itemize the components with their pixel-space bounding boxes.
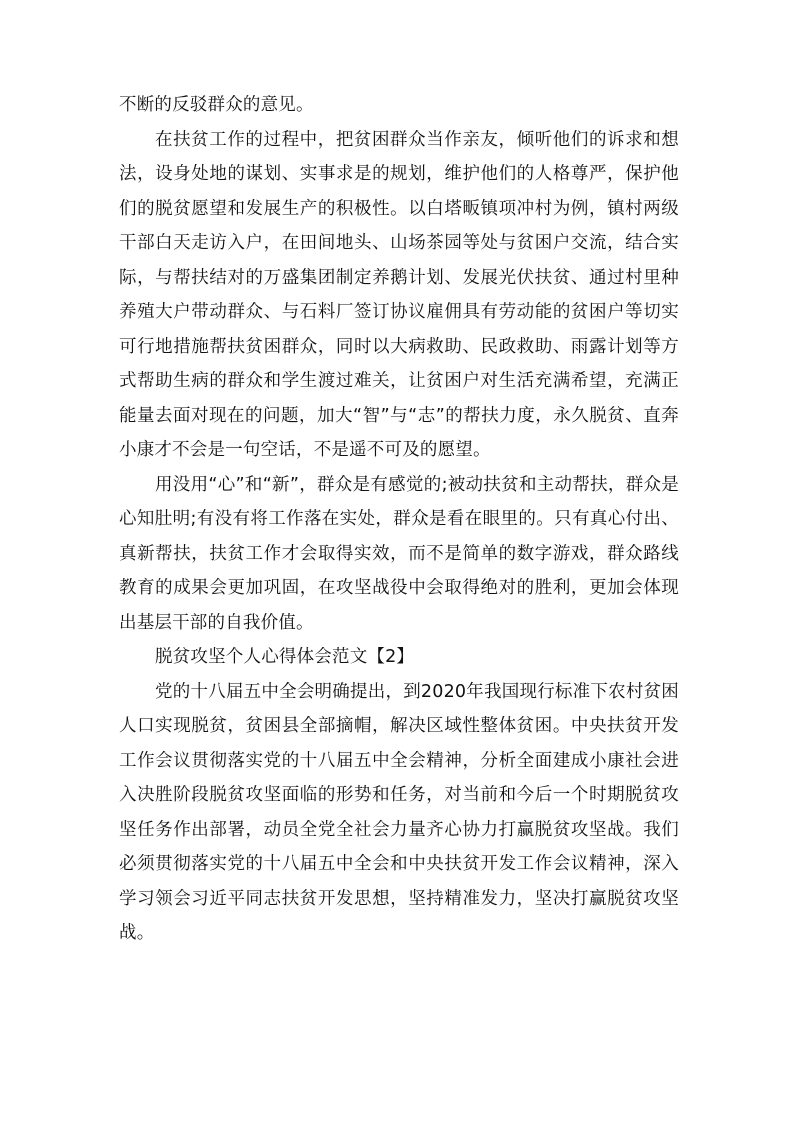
paragraph-heart-and-new: 用没用“心”和“新”，群众是有感觉的;被动扶贫和主动帮扶，群众是心知肚明;有没有将工作落在实处，群众是看在眼里的。只有真心付出、真新帮扶，扶贫工作才会取得实效，而不是简单的数字游戏，群众路线教育的成果会更加巩固，在攻坚战役中会取得绝对的胜利，更加会体现出基层干部的自我价值。 xyxy=(119,474,679,633)
paragraph-fifth-plenum: 党的十八届五中全会明确提出，到2020年我国现行标准下农村贫困人口实现脱贫，贫困县全部摘帽，解决区域性整体贫困。中央扶贫开发工作会议贯彻落实党的十八届五中全会精神，分析全面建成小康社会进入决胜阶段脱贫攻坚面临的形势和任务，对当前和今后一个时期脱贫攻坚任务作出部署，动员全党全社会力量齐心协力打赢脱贫攻坚战。我们必须贯彻落实党的十八届五中全会和中央扶贫开发工作会议精神，深入学习领会习近平同志扶贫开发思想，坚持精准发力，坚决打赢脱贫攻坚战。 xyxy=(119,681,679,943)
paragraph-poverty-work: 在扶贫工作的过程中，把贫困群众当作亲友，倾听他们的诉求和想法，设身处地的谋划、实事求是的规划，维护他们的人格尊严，保护他们的脱贫愿望和发展生产的积极性。以白塔畈镇项冲村为例，镇村两级干部白天走访入户，在田间地头、山场茶园等处与贫困户交流，结合实际，与帮扶结对的万盛集团制定养鹅计划、发展光伏扶贫、通过村里种养殖大户带动群众、与石料厂签订协议雇佣具有劳动能的贫困户等切实可行地措施帮扶贫困群众，同时以大病救助、民政救助、雨露计划等方式帮助生病的群众和学生渡过难关，让贫困户对生活充满希望，充满正能量去面对现在的问题，加大“智”与“志”的帮扶力度，永久脱贫、直奔小康才不会是一句空话，不是遥不可及的愿望。 xyxy=(119,129,679,460)
paragraph-continuation: 不断的反驳群众的意见。 xyxy=(119,95,314,115)
section-heading: 脱贫攻坚个人心得体会范文【2】 xyxy=(155,647,415,667)
document-body xyxy=(119,88,679,951)
